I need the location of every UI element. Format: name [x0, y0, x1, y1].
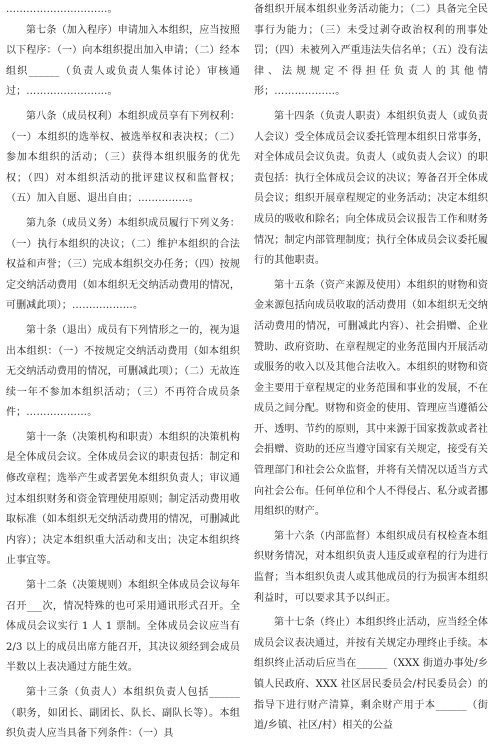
article-14-leader-duties: 第十四条（负责人职责）本组织负责人（或负责人会议）受全体成员会议委托管理本组织日常事务，对全体成员会议负责。负责人（或负责人会议）的职责包括：执行全体成员会议的决议；筹备召开全体成员会议；组织开展章程规定的业务活动；决定本组织成员的吸收和除名；向全体成员会议报告工作和财务情况；制定内部管理制度；执行全体成员会议委托履行的其他职责。 — [254, 110, 488, 267]
left-column — [6, 0, 240, 740]
article-7-join-procedure: 第七条（加入程序）申请加入本组织，应当按照以下程序：（一）向本组织提出加入申请；（二）经本组织______（负责人或负责人集体讨论）审核通过；……………………。 — [6, 24, 240, 98]
article-16-internal-supervision: 第十六条（内部监督）本组织成员有权检查本组织财务情况，对本组织负责人违反或章程的行为进行监督；当本组织负责人或其他成员的行为损害本组织利益时，可以要求其予以纠正。 — [254, 530, 488, 604]
right-column — [254, 0, 488, 732]
article-9-member-duties: 第九条（成员义务）本组织成员履行下列义务：（一）执行本组织的决议；（二）维护本组织的合法权益和声誉；（三）完成本组织交办任务；（四）按规定交纳活动费用（如本组织无交纳活动费用的情况，可删减此项）；………………。 — [6, 217, 240, 312]
article-15-assets: 第十五条（资产来源及使用）本组织的财物和资金来源包括向成员收取的活动费用（如本组织无交纳活动费用的情况，可删减此内容）、社会捐赠、企业赞助、政府资助、在章程规定的业务范围内开展活动或服务的收入以及其他合法收入。本组织的财物和资金主要用于章程规定的业务范围和事业的发展，不在成员之间分配。财物和资金的使用、管理应当遵循公开、透明、节约的原则，其中来源于国家拨款或者社会捐赠、资助的还应当遵守国家有关规定，接受有关管理部门和社会公众监督，并将有关情况以适当方式向社会公布。任何单位和个人不得侵占、私分或者挪用组织的财产。 — [254, 279, 488, 518]
article-13-leaders: 第十三条（负责人）本组织负责人包括______（职务，如团长、副团长、队长、副队长等）。本组织负责人应当具备下列条件：（一）具 — [6, 687, 240, 740]
article-12-decision-rules: 第十二条（决策规则）本组织全体成员会议每年召开___次，情况特殊的也可采用通讯形式召开。全体成员会议实行 1 人 1 票制。全体成员会议应当有 2/3 以上的成员出席方能召开，其决议须经到会成员半数以上表决通过方能生效。 — [6, 580, 240, 674]
article-10-withdrawal: 第十条（退出）成员有下列情形之一的，视为退出本组织：（一）不按规定交纳活动费用（如本组织无交纳活动费用的情况，可删减此项）；（二）无故连续一年不参加本组织活动；（三）不再符合成员条件；………………。 — [6, 324, 240, 419]
paragraph-continuation: 备组织开展本组织业务活动能力；（二）具备完全民事行为能力；（三）未受过剥夺政治权利的刑事处罚；（四）未被列入严重违法失信名单；（五）没有法律、法规规定不得担任负责人的其他情形；………………。 — [254, 4, 488, 98]
article-11-decision-body: 第十一条（决策机构和职责）本组织的决策机构是全体成员会议。全体成员会议的职责包括：制定和修改章程；选举产生或者罢免本组织负责人；审议通过本组织财务和资金管理使用原则；制定活动费用收取标准（如本组织无交纳活动费用的情况，可删减此内容）；决定本组织重大活动和支出；决定本组织终止事宜等。 — [6, 431, 240, 567]
article-8-member-rights: 第八条（成员权利）本组织成员享有下列权利：（一）本组织的选举权、被选举权和表决权；（二）参加本组织的活动；（三）获得本组织服务的优先权；（四）对本组织活动的批评建议权和监督权；（五）加入自愿、退出自由；……………。 — [6, 110, 240, 205]
paragraph-continuation: …………………………。 — [6, 4, 118, 15]
article-17-termination: 第十七条（终止）本组织终止活动，应当经全体成员会议表决通过，并按有关规定办理终止手续。本组织终止活动后应当在______（XXX 街道办事处/乡镇人民政府、XXX 社区居民委员会/村民委员会）的指导下进行财产清算，剩余财产用于本______（街道/乡镇、社区/村）相关的公益 — [254, 617, 488, 732]
